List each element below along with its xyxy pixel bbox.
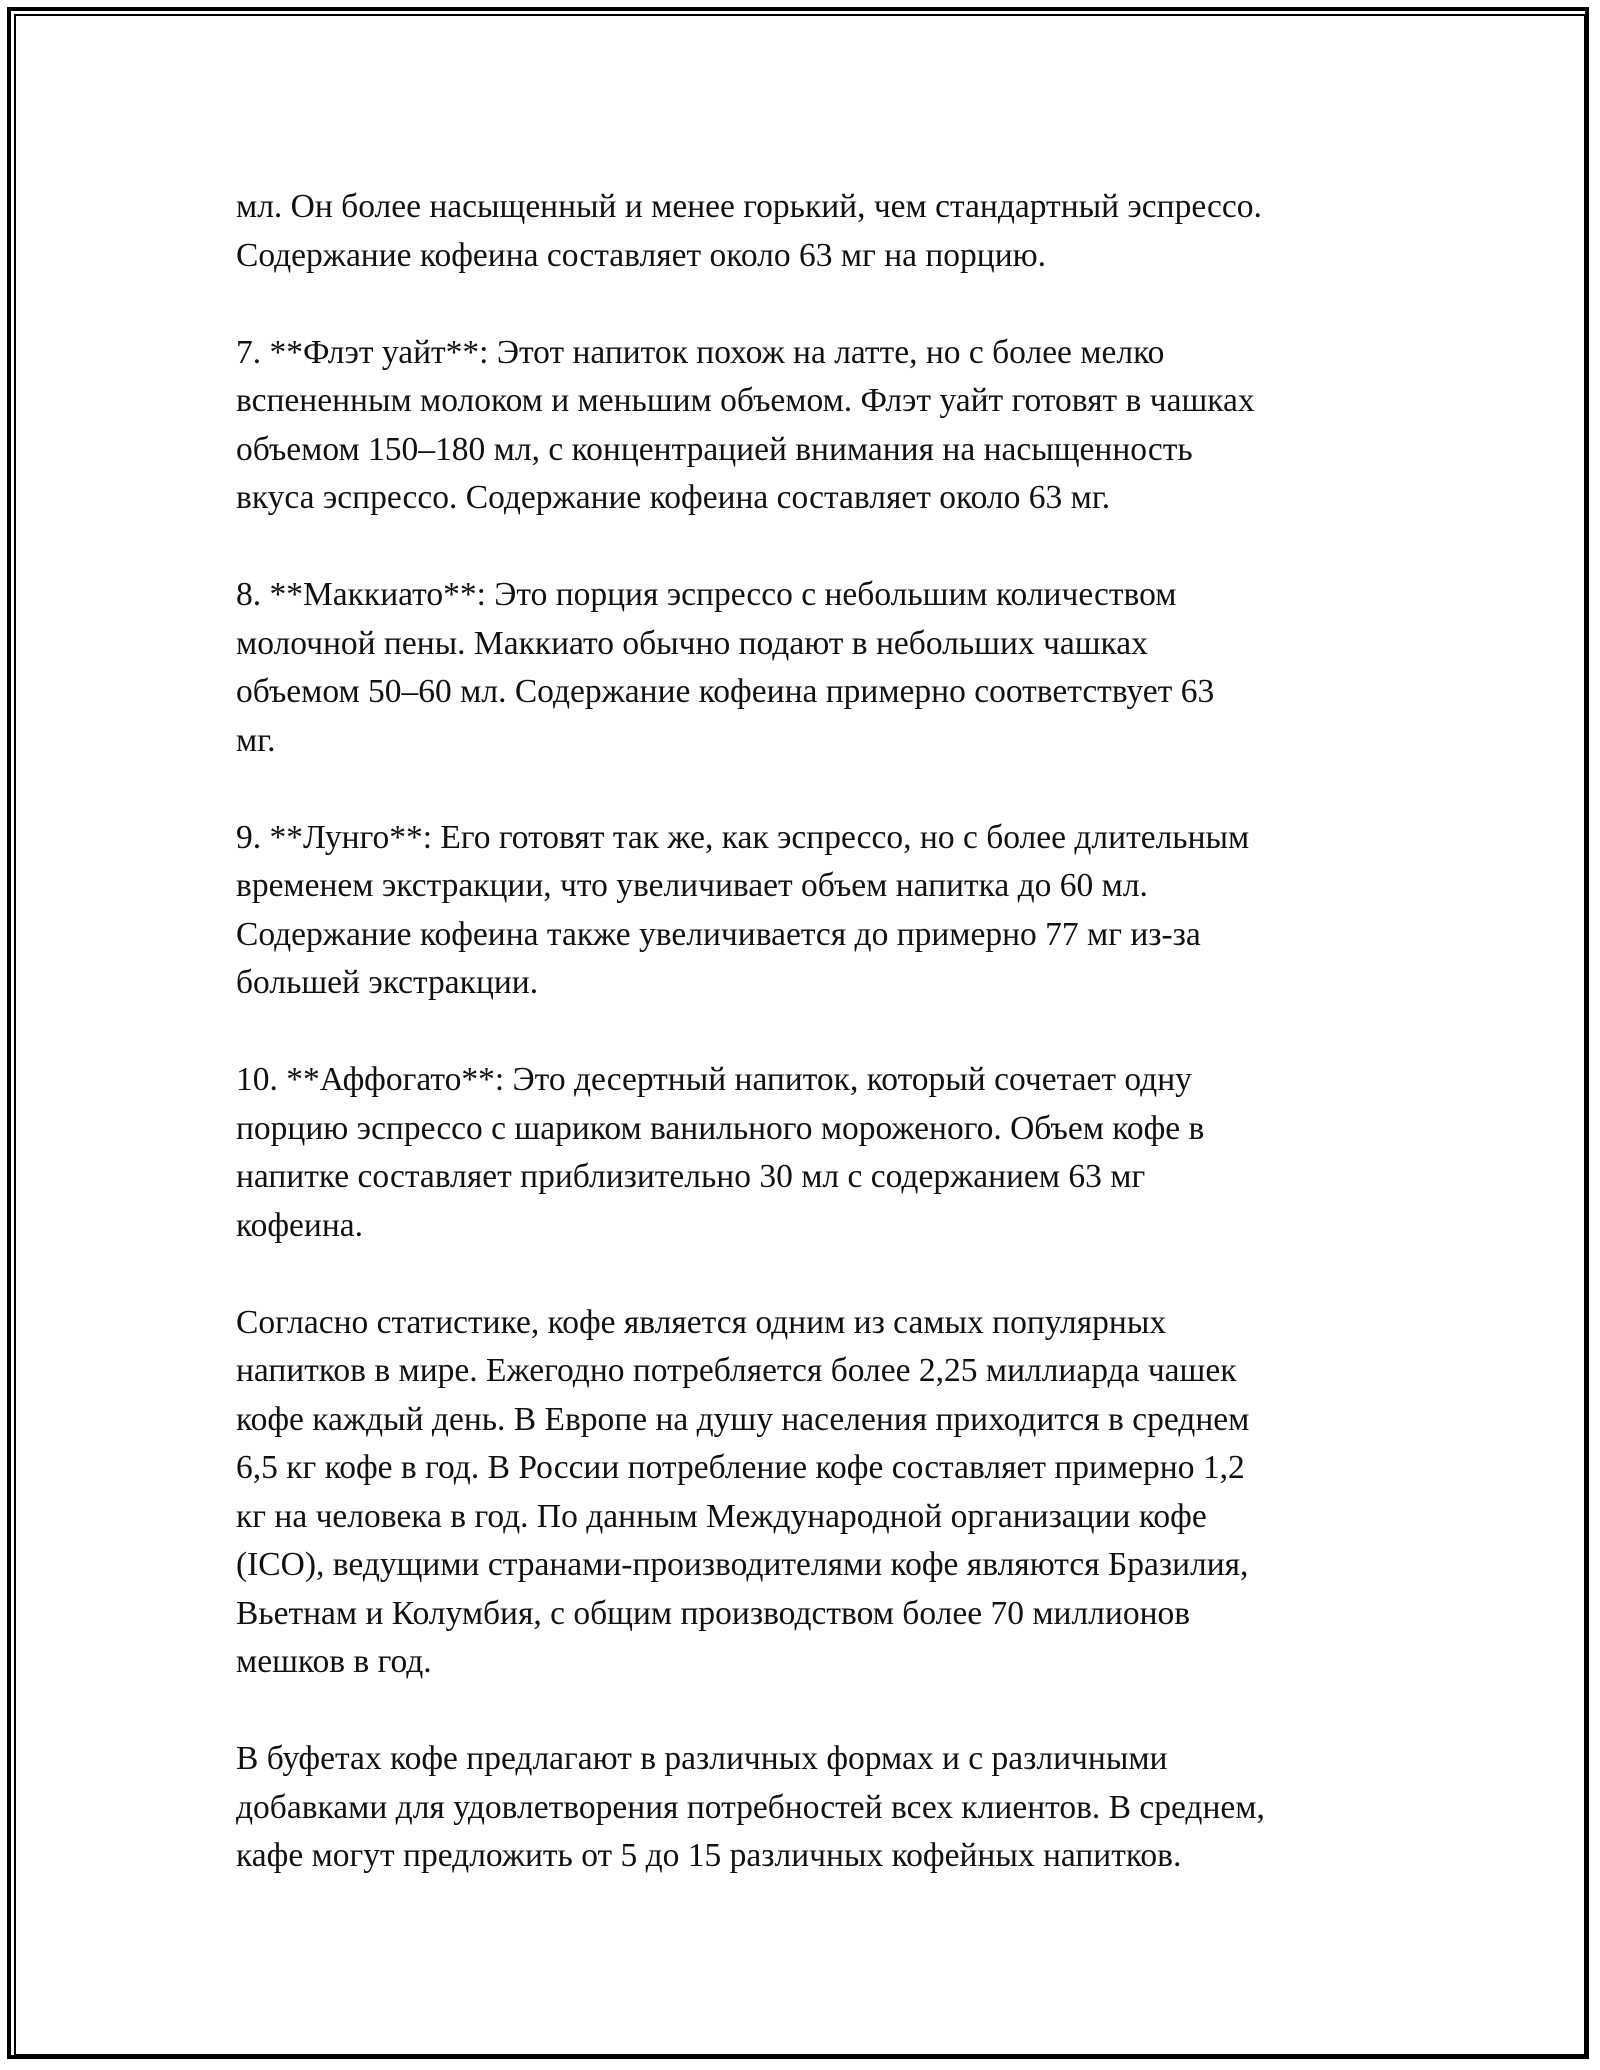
text-line: 7. **Флэт уайт**: Этот напиток похож на латте, но с более мелко [236, 333, 1165, 371]
text-line: порцию эспрессо с шариком ванильного мороженого. Объем кофе в [236, 1109, 1205, 1147]
text-line: добавками для удовлетворения потребностей всех клиентов. В среднем, [236, 1788, 1265, 1826]
text-line: мг. [236, 721, 276, 759]
text-line: 6,5 кг кофе в год. В России потребление кофе составляет примерно 1,2 [236, 1449, 1245, 1486]
text-line: (ICO), ведущими странами-производителями кофе являются Бразилия, [236, 1546, 1249, 1583]
text-line: вспененным молоком и меньшим объемом. Флэт уайт готовят в чашках [236, 382, 1255, 419]
paragraph-affogato [236, 1056, 1396, 1250]
paragraph-macchiato [236, 571, 1396, 765]
text-line: 10. **Аффогато**: Это десертный напиток, который сочетает одну [236, 1061, 1192, 1098]
text-line: мешков в год. [236, 1643, 432, 1680]
text-line: кафе могут предложить от 5 до 15 различных кофейных напитков. [236, 1837, 1182, 1874]
paragraph-lungo [236, 814, 1396, 1008]
text-line: вкуса эспрессо. Содержание кофеина составляет около 63 мг. [236, 479, 1111, 516]
text-line: Содержание кофеина составляет около 63 мг на порцию. [236, 236, 1047, 274]
document-body [236, 183, 1396, 1881]
text-line: Содержание кофеина также увеличивается до примерно 77 мг из-за [236, 915, 1201, 953]
text-line: большей экстракции. [236, 964, 539, 1001]
text-line: кофеина. [236, 1206, 363, 1244]
text-line: кофе каждый день. В Европе на душу населения приходится в среднем [236, 1400, 1250, 1438]
text-line: Вьетнам и Колумбия, с общим производством более 70 миллионов [236, 1594, 1191, 1632]
paragraph-statistics [236, 1299, 1396, 1687]
paragraph-flat-white [236, 329, 1396, 523]
text-line: объемом 50–60 мл. Содержание кофеина примерно соответствует 63 [236, 673, 1215, 710]
text-line: напитке составляет приблизительно 30 мл с содержанием 63 мг [236, 1158, 1146, 1195]
text-line: 9. **Лунго**: Его готовят так же, как эспрессо, но с более длительным [236, 818, 1250, 856]
text-line: временем экстракции, что увеличивает объем напитка до 60 мл. [236, 867, 1148, 904]
text-line: объемом 150–180 мл, с концентрацией внимания на насыщенность [236, 430, 1193, 468]
text-line: 8. **Маккиато**: Это порция эспрессо с небольшим количеством [236, 576, 1177, 613]
text-line: В буфетах кофе предлагают в различных формах и с различными [236, 1740, 1168, 1777]
text-line: мл. Он более насыщенный и менее горький, чем стандартный эспрессо. [236, 188, 1262, 225]
text-line: кг на человека в год. По данным Международной организации кофе [236, 1497, 1207, 1535]
text-line: Согласно статистике, кофе является одним из самых популярных [236, 1303, 1167, 1341]
paragraph-ristretto-continued [236, 183, 1396, 280]
text-line: напитков в мире. Ежегодно потребляется более 2,25 миллиарда чашек [236, 1352, 1237, 1389]
text-line: молочной пены. Маккиато обычно подают в небольших чашках [236, 624, 1148, 662]
paragraph-buffets [236, 1735, 1396, 1881]
